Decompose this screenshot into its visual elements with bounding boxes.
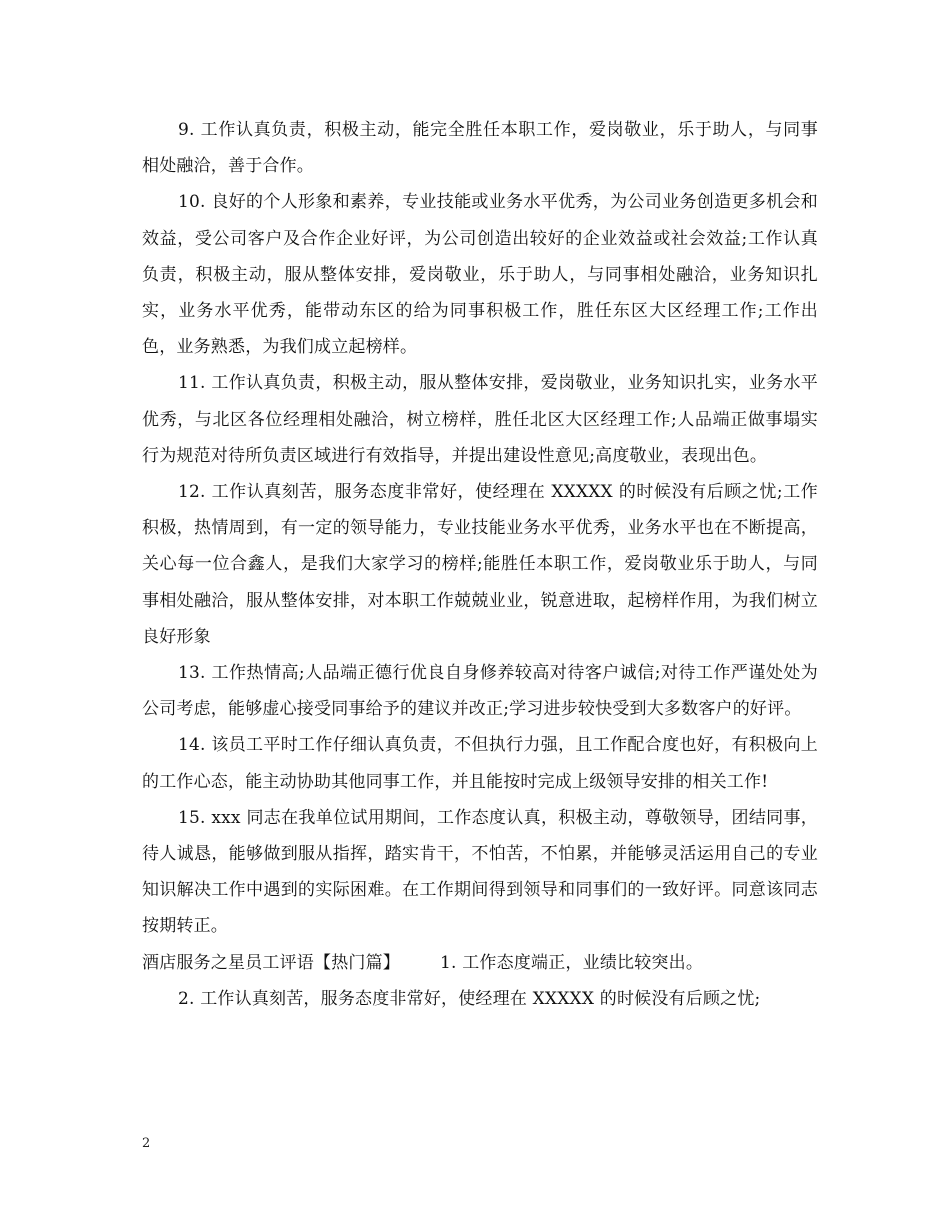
paragraph-item-11: 11. 工作认真负责，积极主动，服从整体安排，爱岗敬业，业务知识扎实，业务水平优秀，与北区各位经理相处融洽，树立榜样，胜任北区大区经理工作;人品端正做事塌实行为规范对待所负责区域进行有效指导，并提出建设性意见;高度敬业，表现出色。 [142,373,818,466]
section-heading-line [142,945,818,981]
section-heading: 酒店服务之星员工评语【热门篇】 [142,952,400,973]
paragraph-item-13: 13. 工作热情高;人品端正德行优良自身修养较高对待客户诚信;对待工作严谨处处为公司考虑，能够虚心接受同事给予的建议并改正;学习进步较快受到大多数客户的好评。 [142,663,818,720]
document-body [142,112,818,1017]
section-first-item: 1. 工作态度端正，业绩比较突出。 [440,952,704,973]
paragraph-item-2: 2. 工作认真刻苦，服务态度非常好，使经理在 XXXXX 的时候没有后顾之忧; [178,988,761,1009]
paragraph-item-14: 14. 该员工平时工作仔细认真负责，不但执行力强，且工作配合度也好，有积极向上的工作心态，能主动协助其他同事工作，并且能按时完成上级领导安排的相关工作! [142,735,818,792]
paragraph-item-15: 15. xxx 同志在我单位试用期间，工作态度认真，积极主动，尊敬领导，团结同事，待人诚恳，能够做到服从指挥，踏实肯干，不怕苦，不怕累，并能够灵活运用自己的专业知识解决工作中遇到的实际困难。在工作期间得到领导和同事们的一致好评。同意该同志按期转正。 [142,807,818,937]
paragraph-item-9: 9. 工作认真负责，积极主动，能完全胜任本职工作，爱岗敬业，乐于助人，与同事相处融洽，善于合作。 [142,120,818,177]
paragraph-item-10: 10. 良好的个人形象和素养，专业技能或业务水平优秀，为公司业务创造更多机会和效益，受公司客户及合作企业好评，为公司创造出较好的企业效益或社会效益;工作认真负责，积极主动，服从整体安排，爱岗敬业，乐于助人，与同事相处融洽，业务知识扎实，业务水平优秀，能带动东区的给为同事积极工作，胜任东区大区经理工作;工作出色，业务熟悉，为我们成立起榜样。 [142,192,818,358]
page-number: 2 [142,1136,151,1151]
paragraph-item-12: 12. 工作认真刻苦，服务态度非常好，使经理在 XXXXX 的时候没有后顾之忧;工作积极，热情周到，有一定的领导能力，专业技能业务水平优秀，业务水平也在不断提高，关心每一位合鑫人，是我们大家学习的榜样;能胜任本职工作，爱岗敬业乐于助人，与同事相处融洽，服从整体安排，对本职工作兢兢业业，锐意进取，起榜样作用，为我们树立良好形象 [142,482,818,647]
